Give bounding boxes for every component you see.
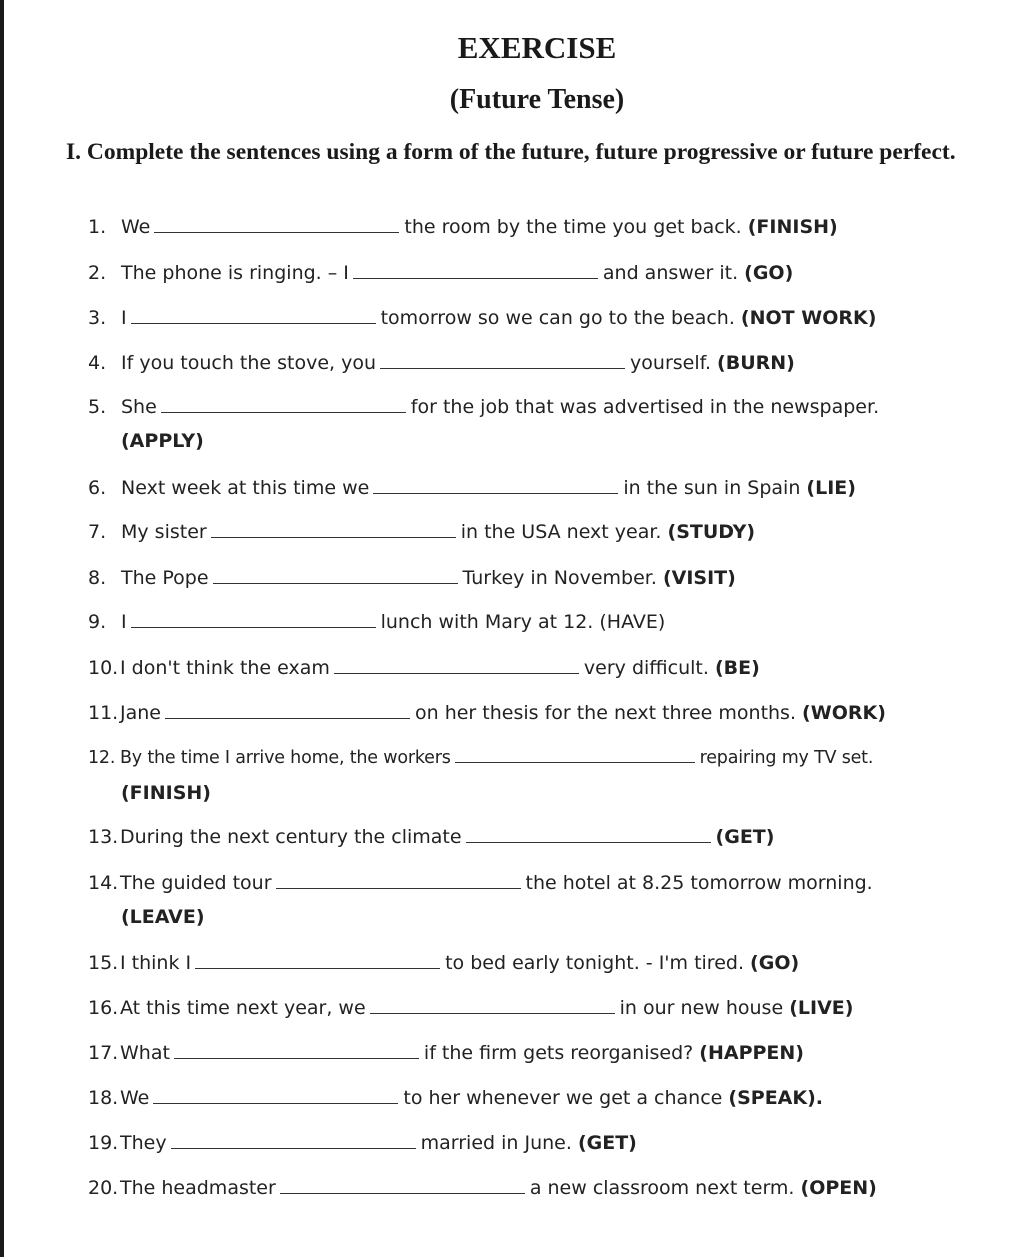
item-number: 18. [88, 1087, 119, 1109]
exercise-item [88, 820, 1008, 854]
item-number: 10. [88, 657, 119, 679]
item-text-after: Turkey in November. [462, 567, 657, 589]
exercise-item [88, 301, 1008, 335]
item-text-after: in our new house [619, 997, 784, 1019]
answer-blank[interactable] [380, 367, 625, 369]
answer-blank[interactable] [131, 626, 376, 628]
item-verb-hint: (HAPPEN) [699, 1042, 804, 1064]
exercise-item [88, 1126, 1008, 1160]
item-verb-hint: (STUDY) [667, 521, 756, 543]
page-subtitle: (Future Tense) [449, 84, 625, 115]
exercise-item [88, 210, 1008, 244]
answer-blank[interactable] [174, 1057, 419, 1059]
item-verb-hint: (LIE) [806, 477, 856, 499]
item-text-before: I [121, 307, 127, 329]
item-text-before: During the next century the climate [120, 826, 462, 848]
item-text-before: Next week at this time we [121, 477, 370, 499]
item-verb-hint: (VISIT) [662, 567, 736, 589]
exercise-item [88, 471, 1008, 505]
item-text-after: on her thesis for the next three months. [414, 702, 796, 724]
item-text-after: very difficult. [583, 657, 709, 679]
item-number: 14. [88, 872, 119, 894]
exercise-item [88, 561, 1008, 595]
item-text-before: I think I [120, 952, 192, 974]
item-number: 3. [88, 307, 107, 329]
item-number: 13. [88, 826, 119, 848]
item-verb-hint: (APPLY) [121, 430, 204, 452]
item-text-after: in the sun in Spain [623, 477, 801, 499]
answer-blank[interactable] [276, 887, 521, 889]
item-text-before: I don't think the exam [120, 657, 330, 679]
item-number: 2. [88, 262, 107, 284]
item-text-before: My sister [121, 521, 207, 543]
item-number: 6. [88, 477, 107, 499]
item-text-before: By the time I arrive home, the workers [120, 748, 451, 768]
answer-blank[interactable] [373, 492, 618, 494]
answer-blank[interactable] [334, 672, 579, 674]
item-text-before: We [120, 1087, 150, 1109]
item-number: 4. [88, 352, 107, 374]
answer-blank[interactable] [131, 322, 376, 324]
item-number: 15. [88, 952, 119, 974]
item-text-before: She [121, 396, 157, 418]
answer-blank[interactable] [153, 1102, 398, 1104]
item-number: 12. [88, 748, 116, 768]
item-text-before: The headmaster [120, 1177, 276, 1199]
item-verb-hint: (WORK) [802, 702, 886, 724]
item-number: 1. [88, 216, 107, 238]
item-verb-hint: (OPEN) [800, 1177, 877, 1199]
answer-blank[interactable] [154, 231, 399, 233]
item-text-before: What [120, 1042, 170, 1064]
item-text-before: I [121, 611, 127, 633]
item-text-before: We [121, 216, 151, 238]
item-text-after: lunch with Mary at 12. [380, 611, 594, 633]
item-text-before: The phone is ringing. – I [121, 262, 349, 284]
exercise-item [88, 346, 1008, 380]
item-verb-hint: (LIVE) [789, 997, 854, 1019]
answer-blank[interactable] [195, 967, 440, 969]
item-text-after: and answer it. [602, 262, 739, 284]
item-verb-hint: (GET) [577, 1132, 637, 1154]
answer-blank[interactable] [161, 411, 406, 413]
item-text-after: if the firm gets reorganised? [423, 1042, 694, 1064]
exercise-item [88, 256, 1008, 290]
answer-blank[interactable] [213, 582, 458, 584]
item-number: 7. [88, 521, 107, 543]
answer-blank[interactable] [466, 841, 711, 843]
item-verb-hint: (BURN) [717, 352, 795, 374]
item-number: 19. [88, 1132, 119, 1154]
exercise-item [88, 741, 1008, 775]
answer-blank[interactable] [455, 761, 695, 763]
exercise-item [88, 515, 1008, 549]
item-text-before: Jane [120, 702, 161, 724]
item-text-before: The Pope [121, 567, 209, 589]
item-verb-hint: (GO) [750, 952, 800, 974]
item-text-before: The guided tour [120, 872, 272, 894]
item-text-after: the room by the time you get back. [404, 216, 742, 238]
item-text-after: repairing my TV set. [699, 748, 874, 768]
item-number: 17. [88, 1042, 119, 1064]
instruction-text: I. Complete the sentences using a form of the future, future progressive or future perfect. [66, 139, 956, 165]
item-text-after: yourself. [630, 352, 711, 374]
answer-blank[interactable] [165, 717, 410, 719]
item-text-after: in the USA next year. [460, 521, 662, 543]
item-number: 9. [88, 611, 107, 633]
exercise-item [88, 991, 1008, 1025]
item-verb-hint: (LEAVE) [121, 906, 205, 928]
exercise-item [88, 1036, 1008, 1070]
item-text-after: the hotel at 8.25 tomorrow morning. [525, 872, 873, 894]
item-verb-hint: (HAVE) [599, 611, 666, 633]
item-text-after: for the job that was advertised in the newspaper. [410, 396, 880, 418]
item-verb-hint: (GET) [715, 826, 775, 848]
item-text-before: They [120, 1132, 167, 1154]
item-text-after: a new classroom next term. [529, 1177, 795, 1199]
item-number: 20. [88, 1177, 119, 1199]
exercise-item [88, 605, 1008, 639]
item-number: 8. [88, 567, 107, 589]
page-title: EXERCISE [457, 30, 617, 65]
answer-blank[interactable] [280, 1192, 525, 1194]
item-verb-hint: (NOT WORK) [740, 307, 877, 329]
item-verb-hint: (FINISH) [747, 216, 838, 238]
answer-blank[interactable] [353, 277, 598, 279]
item-text-after: tomorrow so we can go to the beach. [380, 307, 735, 329]
answer-blank[interactable] [211, 536, 456, 538]
item-text-after: to bed early tonight. - I'm tired. [445, 952, 744, 974]
item-verb-hint: (SPEAK). [728, 1087, 824, 1109]
item-verb-hint: (FINISH) [121, 782, 211, 804]
item-text-after: married in June. [420, 1132, 572, 1154]
answer-blank[interactable] [171, 1147, 416, 1149]
item-number: 16. [88, 997, 119, 1019]
exercise-item [88, 866, 1008, 900]
item-number: 11. [88, 702, 119, 724]
exercise-item [88, 696, 1008, 730]
exercise-item [88, 1081, 1008, 1115]
exercise-item [88, 390, 1008, 424]
exercise-item [88, 651, 1008, 685]
item-verb-hint: (BE) [714, 657, 760, 679]
answer-blank[interactable] [370, 1012, 615, 1014]
exercise-item [88, 1171, 1008, 1205]
item-text-after: to her whenever we get a chance [403, 1087, 723, 1109]
item-text-before: At this time next year, we [120, 997, 366, 1019]
item-number: 5. [88, 396, 107, 418]
item-text-before: If you touch the stove, you [121, 352, 377, 374]
item-verb-hint: (GO) [744, 262, 794, 284]
exercise-item [88, 946, 1008, 980]
